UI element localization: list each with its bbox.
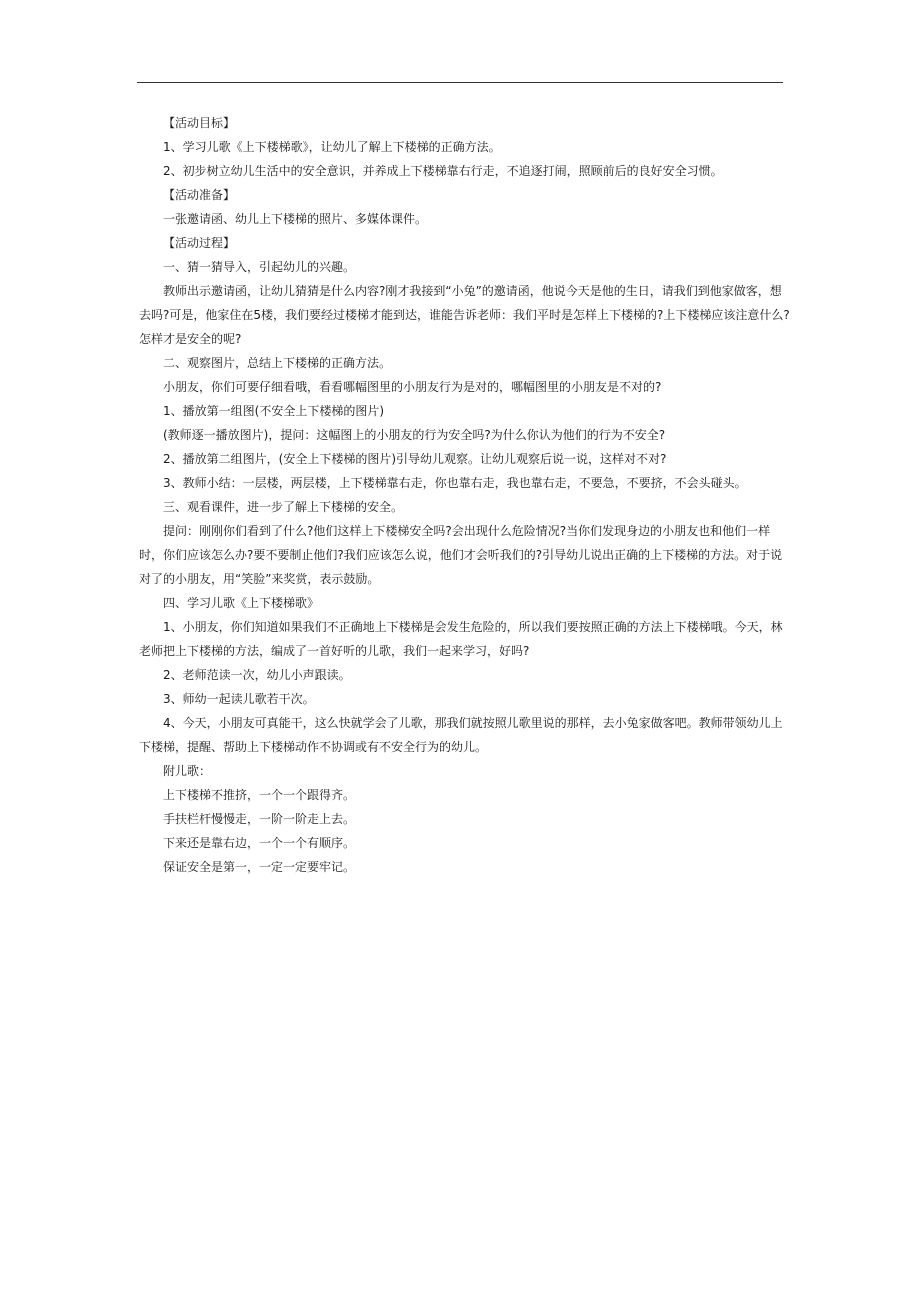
rhyme-line-4: 保证安全是第一，一定一定要牢记。 (163, 860, 356, 874)
step-2-item-3: 3、教师小结：一层楼，两层楼，上下楼梯靠右走，你也靠右走，我也靠右走，不要急，不要挤，不会头碰头。 (163, 476, 747, 490)
section-heading-process: 【活动过程】 (163, 236, 236, 250)
step-4-item-4: 4、今天，小朋友可真能干，这么快就学会了儿歌，那我们就按照儿歌里说的那样，去小兔家做客吧。教师带领幼儿上下楼梯，提醒、帮助上下楼梯动作不协调或有不安全行为的幼儿。 (139, 716, 783, 754)
step-4-title: 四、学习儿歌《上下楼梯歌》 (163, 596, 320, 610)
goal-2: 2、初步树立幼儿生活中的安全意识，并养成上下楼梯靠右行走，不追逐打闹，照顾前后的良好安全习惯。 (163, 164, 723, 178)
step-2-intro: 小朋友，你们可要仔细看哦，看看哪幅图里的小朋友行为是对的，哪幅图里的小朋友是不对的? (163, 380, 662, 394)
step-3-body: 提问：刚刚你们看到了什么?他们这样上下楼梯安全吗?会出现什么危险情况?当你们发现身边的小朋友也和他们一样时，你们应该怎么办?要不要制止他们?我们应该怎么说，他们才会听我们的?引导幼儿说出正确的上下楼梯的方法。对于说对了的小朋友，用“笑脸”来奖赏，表示鼓励。 (139, 524, 783, 586)
preparation-text: 一张邀请函、幼儿上下楼梯的照片、多媒体课件。 (163, 212, 428, 226)
rhyme-heading: 附儿歌： (163, 764, 212, 778)
step-2-item-2: 2、播放第二组图片，(安全上下楼梯的图片)引导幼儿观察。让幼儿观察后说一说，这样对不对? (163, 452, 667, 466)
rhyme-line-2: 手扶栏杆慢慢走，一阶一阶走上去。 (163, 812, 356, 826)
rhyme-line-1: 上下楼梯不推挤，一个一个跟得齐。 (163, 788, 356, 802)
document-body (139, 111, 791, 879)
goal-1: 1、学习儿歌《上下楼梯歌》，让幼儿了解上下楼梯的正确方法。 (163, 140, 501, 154)
step-2-item-1-detail: (教师逐一播放图片)，提问：这幅图上的小朋友的行为安全吗?为什么你认为他们的行为不安全? (163, 428, 666, 442)
header-rule (137, 82, 783, 83)
section-heading-goals: 【活动目标】 (163, 116, 236, 130)
step-4-item-1: 1、小朋友，你们知道如果我们不正确地上下楼梯是会发生危险的，所以我们要按照正确的方法上下楼梯哦。今天，林老师把上下楼梯的方法，编成了一首好听的儿歌，我们一起来学习，好吗? (139, 620, 783, 658)
rhyme-line-3: 下来还是靠右边，一个一个有顺序。 (163, 836, 356, 850)
step-1-title: 一、猜一猜导入，引起幼儿的兴趣。 (163, 260, 356, 274)
step-1-body: 教师出示邀请函，让幼儿猜猜是什么内容?刚才我接到“小兔”的邀请函，他说今天是他的生日，请我们到他家做客，想去吗?可是，他家住在5楼，我们要经过楼梯才能到达，谁能告诉老师：我们平时是怎样上下楼梯的?上下楼梯应该注意什么?怎样才是安全的呢? (139, 284, 790, 346)
step-4-item-2: 2、老师范读一次，幼儿小声跟读。 (163, 668, 351, 682)
section-heading-preparation: 【活动准备】 (163, 188, 236, 202)
step-2-item-1: 1、播放第一组图(不安全上下楼梯的图片) (163, 404, 384, 418)
step-2-title: 二、观察图片，总结上下楼梯的正确方法。 (163, 356, 392, 370)
step-3-title: 三、观看课件，进一步了解上下楼梯的安全。 (163, 500, 404, 514)
step-4-item-3: 3、师幼一起读儿歌若干次。 (163, 692, 315, 706)
